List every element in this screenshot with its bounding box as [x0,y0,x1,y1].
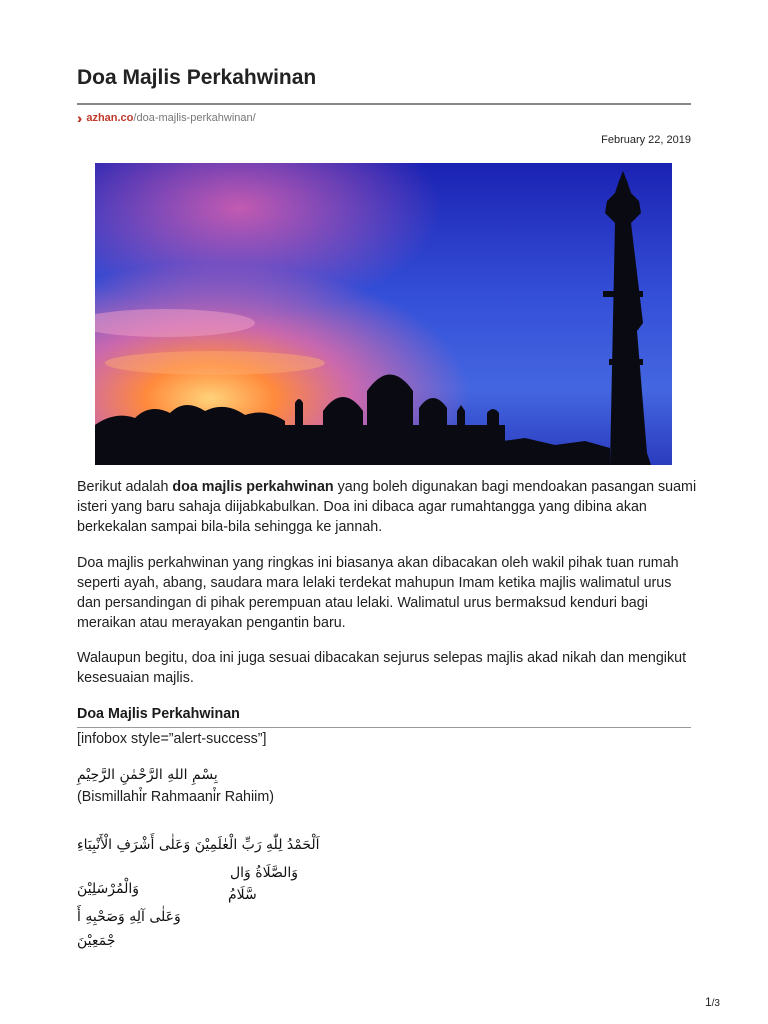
intro-keyword: doa majlis perkahwinan [172,479,334,495]
hero-image-mosque-sunset [95,163,672,465]
basmalah-arabic: بِسْمِ اللهِ الرَّحْمٰنِ الرَّحِيْمِ [77,767,218,783]
doa-arabic-line-2: وَالْمُرْسَلِيْنَ [77,881,139,897]
page-total: /3 [711,998,720,1009]
source-path: /doa-majlis-perkahwinan/ [133,112,256,124]
page-number [705,995,720,1009]
paragraph-usage: Walaupun begitu, doa ini juga sesuai dibacakan sejurus selepas majlis akad nikah dan mengikut kesesuaian majlis. [77,650,687,686]
doa-arabic-line-4: سَّلَامُ [228,887,257,903]
infobox-shortcode: [infobox style=”alert-success”] [77,731,267,747]
intro-text-start: Berikut adalah [77,479,173,495]
source-domain: azhan.co [86,112,134,124]
doa-arabic-line-6: جْمَعِيْنَ [77,933,116,949]
article-title: Doa Majlis Perkahwinan [77,66,317,89]
intro-text-end: yang boleh digunakan bagi mendoakan pasangan suami isteri yang baru sahaja diijabkabulkan. Doa ini dibaca agar rumahtangga yang dibina akan berkekalan sampai bila-bila sehingga ke jannah. [77,479,697,535]
section-divider [77,727,691,728]
basmalah-transliteration: (Bismillahi̊r Rahmaani̊r Rahiim) [77,789,275,805]
double-chevron-icon: ›› [77,110,79,126]
source-link[interactable] [77,111,256,125]
publish-date: February 22, 2019 [601,134,691,146]
title-divider [77,103,691,105]
paragraph-reader: Doa majlis perkahwinan yang ringkas ini biasanya akan dibacakan oleh wakil pihak tuan rumah seperti ayah, abang, saudara mara lelaki terdekat mahupun Imam ketika majlis walimatul urus dan persandingan di pihak perempuan atau lelaki. Walimatul urus bermaksud kenduri bagi meraikan atau merayakan pengantin baru. [77,555,679,631]
paragraph-intro [77,477,697,537]
doa-arabic-line-1: اَلْحَمْدُ لِلّٰهِ رَبِّ الْعٰلَمِيْنَ وَعَلٰى أَشْرَفِ الْأَنْبِيَاءِ [77,837,320,853]
section-heading: Doa Majlis Perkahwinan [77,706,240,722]
doa-arabic-line-5: وَعَلٰى آلِهِ وَصَحْبِهِ أَ [77,909,181,925]
page-current: 1 [704,995,712,1009]
doa-arabic-line-3: وَالصَّلَاةُ وَال [230,865,299,881]
